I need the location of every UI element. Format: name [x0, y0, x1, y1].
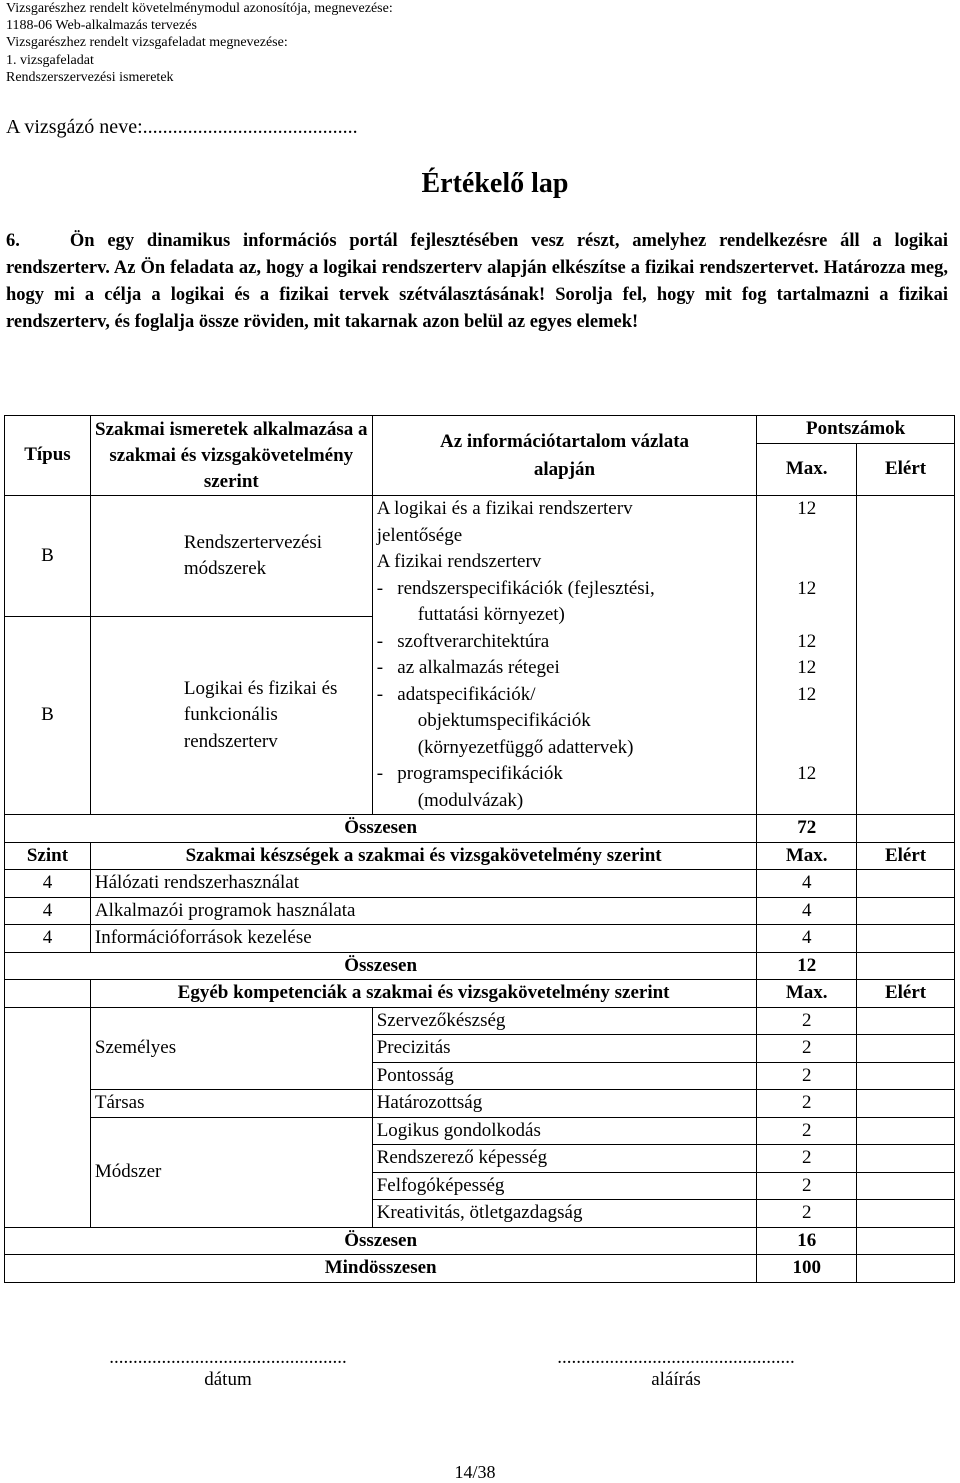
skill-name: Alkalmazói programok használata [90, 897, 756, 925]
info-line: - az alkalmazás rétegei [376, 657, 560, 678]
info-max [761, 549, 852, 576]
info-list [377, 496, 753, 814]
info-max: 12 [797, 577, 817, 599]
competencies-heading: Egyéb kompetenciák a szakmai és vizsgakövetelmény szerint [90, 980, 756, 1008]
subtotal-achieved[interactable] [857, 952, 955, 980]
max-list [761, 496, 852, 814]
col-head-max: Max. [757, 980, 857, 1008]
task-description [6, 228, 948, 336]
empty-cell [5, 1062, 91, 1090]
competency-max: 2 [757, 1117, 857, 1145]
empty-cell [5, 1090, 91, 1118]
competency-achieved[interactable] [857, 1200, 955, 1228]
competency-achieved[interactable] [857, 1062, 955, 1090]
subtotal-max: 12 [757, 952, 857, 980]
achieved-points-cell[interactable] [857, 496, 955, 815]
empty-cell [5, 1145, 91, 1173]
col-head-tipus: Típus [5, 416, 91, 496]
col-head-szakmai: Szakmai ismeretek alkalmazása a szakmai és vizsgakövetelmény szerint [90, 416, 372, 496]
competency-name: Kreativitás, ötletgazdagság [372, 1200, 757, 1228]
page-number: 14/38 [454, 1462, 496, 1482]
info-line: A fizikai rendszerterv [376, 551, 542, 572]
task-text: Ön egy dinamikus információs portál fejlesztésében vesz részt, amelyhez rendelkezésre áll a logikai rendszerterv. Az Ön feladata az, hogy a logikai rendszerterv alapján elkészítse a fizikai rendszertervet. Határozza meg, hogy mi a célja a logikai és a fizikai tervek szétválasztásának! Sorolja fel, hogy mit fog tartalmazni a fizikai rendszerterv, és foglalja össze röviden, mit takarnak azon belül az egyes elemek! [6, 231, 948, 332]
skill-achieved[interactable] [857, 897, 955, 925]
info-line: futtatási környezet) [417, 604, 565, 625]
subtotal-max: 16 [757, 1227, 857, 1255]
subtotal-label: Összesen [5, 952, 757, 980]
competency-name: Rendszerező képesség [372, 1145, 757, 1173]
competency-max: 2 [757, 1145, 857, 1173]
info-max: 12 [797, 498, 817, 519]
competency-max: 2 [757, 1062, 857, 1090]
task-number: 6. [6, 231, 20, 251]
competency-name: Határozottság [372, 1090, 757, 1118]
info-line: - adatspecifikációk/ [376, 683, 536, 705]
evaluation-table [4, 415, 955, 1283]
signature-block [536, 1347, 816, 1391]
competency-group: Módszer [90, 1117, 372, 1227]
date-dots: .................................................. [109, 1347, 347, 1368]
competency-achieved[interactable] [857, 1117, 955, 1145]
skill-name: Információforrások kezelése [90, 925, 756, 953]
grand-total-label: Mindösszesen [5, 1255, 757, 1283]
info-line: - programspecifikációk [376, 763, 563, 784]
competency-achieved[interactable] [857, 1090, 955, 1118]
competency-group: Társas [90, 1090, 372, 1118]
info-line: (környezetfüggő adattervek) [417, 736, 634, 758]
competency-group: Személyes [90, 1007, 372, 1090]
max-points-column [757, 496, 857, 815]
empty-cell [5, 1035, 91, 1063]
empty-cell [5, 1007, 91, 1035]
empty-cell [5, 1172, 91, 1200]
skill-max: 4 [757, 870, 857, 898]
competency-achieved[interactable] [857, 1172, 955, 1200]
competency-name: Pontosság [372, 1062, 757, 1090]
info-line: objektumspecifikációk [417, 710, 591, 731]
skill-max: 4 [757, 897, 857, 925]
skills-heading: Szakmai készségek a szakmai és vizsgakövetelmény szerint [90, 842, 756, 870]
skill-level: 4 [5, 897, 91, 925]
date-label: dátum [204, 1369, 252, 1390]
subtotal-label: Összesen [5, 815, 757, 843]
col-head-szint: Szint [5, 842, 91, 870]
col-head-max: Max. [757, 842, 857, 870]
info-max: 12 [797, 683, 817, 705]
competency-name: Felfogóképesség [372, 1172, 757, 1200]
document-header [6, 0, 393, 86]
competency-max: 2 [757, 1035, 857, 1063]
subtotal-achieved[interactable] [857, 1227, 955, 1255]
info-max [761, 708, 852, 735]
competency-achieved[interactable] [857, 1035, 955, 1063]
info-max [761, 602, 852, 629]
skill-name: Hálózati rendszerhasználat [90, 870, 756, 898]
competency-max: 2 [757, 1172, 857, 1200]
competency-max: 2 [757, 1090, 857, 1118]
grand-total-achieved[interactable] [857, 1255, 955, 1283]
row-topic: Logikai és fizikai és funkcionális rendszerterv [90, 617, 372, 815]
info-max [761, 735, 852, 762]
page-title: Értékelő lap [421, 168, 569, 199]
competency-name: Precizitás [372, 1035, 757, 1063]
info-max [761, 788, 852, 815]
competency-achieved[interactable] [857, 1145, 955, 1173]
info-max: 12 [797, 630, 817, 652]
skill-level: 4 [5, 925, 91, 953]
header-line: 1188-06 Web-alkalmazás tervezés [6, 18, 197, 34]
empty-cell [5, 980, 91, 1008]
row-type: B [5, 617, 91, 815]
candidate-name-field: A vizsgázó neve:........................................... [6, 116, 358, 138]
col-head-pontszamok: Pontszámok [757, 416, 955, 444]
empty-cell [5, 1117, 91, 1145]
skill-achieved[interactable] [857, 925, 955, 953]
header-line: Vizsgarészhez rendelt követelménymodul azonosítója, megnevezése: [6, 1, 393, 16]
header-line: Rendszerszervezési ismeretek [6, 69, 174, 85]
signature-label: aláírás [651, 1369, 701, 1390]
info-line: A logikai és a fizikai rendszerterv [376, 498, 633, 519]
row-topic: Rendszertervezési módszerek [90, 496, 372, 617]
subtotal-label: Összesen [5, 1227, 757, 1255]
empty-cell [5, 1200, 91, 1228]
col-head-max: Max. [757, 444, 857, 496]
competency-name: Logikus gondolkodás [372, 1117, 757, 1145]
competency-max: 2 [757, 1200, 857, 1228]
skill-level: 4 [5, 870, 91, 898]
col-head-elert: Elért [857, 444, 955, 496]
info-max: 12 [797, 657, 817, 678]
col-head-info: Az információtartalom vázlata alapján [372, 416, 757, 496]
competency-max: 2 [757, 1007, 857, 1035]
info-line: jelentősége [376, 524, 463, 546]
info-line: - rendszerspecifikációk (fejlesztési, [376, 577, 655, 599]
header-line: Vizsgarészhez rendelt vizsgafeladat megnevezése: [6, 35, 288, 51]
info-max: 12 [797, 763, 817, 784]
grand-total-max: 100 [757, 1255, 857, 1283]
info-line: - szoftverarchitektúra [376, 630, 550, 652]
col-head-elert: Elért [857, 842, 955, 870]
info-content [372, 496, 757, 815]
info-max [761, 523, 852, 550]
header-line: 1. vizsgafeladat [6, 52, 94, 68]
skill-achieved[interactable] [857, 870, 955, 898]
signature-dots: .................................................. [557, 1347, 795, 1368]
date-signature-block [88, 1347, 368, 1391]
row-type: B [5, 496, 91, 617]
skill-max: 4 [757, 925, 857, 953]
col-head-elert: Elért [857, 980, 955, 1008]
competency-achieved[interactable] [857, 1007, 955, 1035]
subtotal-max: 72 [757, 815, 857, 843]
info-line: (modulvázak) [417, 789, 524, 811]
subtotal-achieved[interactable] [857, 815, 955, 843]
competency-name: Szervezőkészség [372, 1007, 757, 1035]
